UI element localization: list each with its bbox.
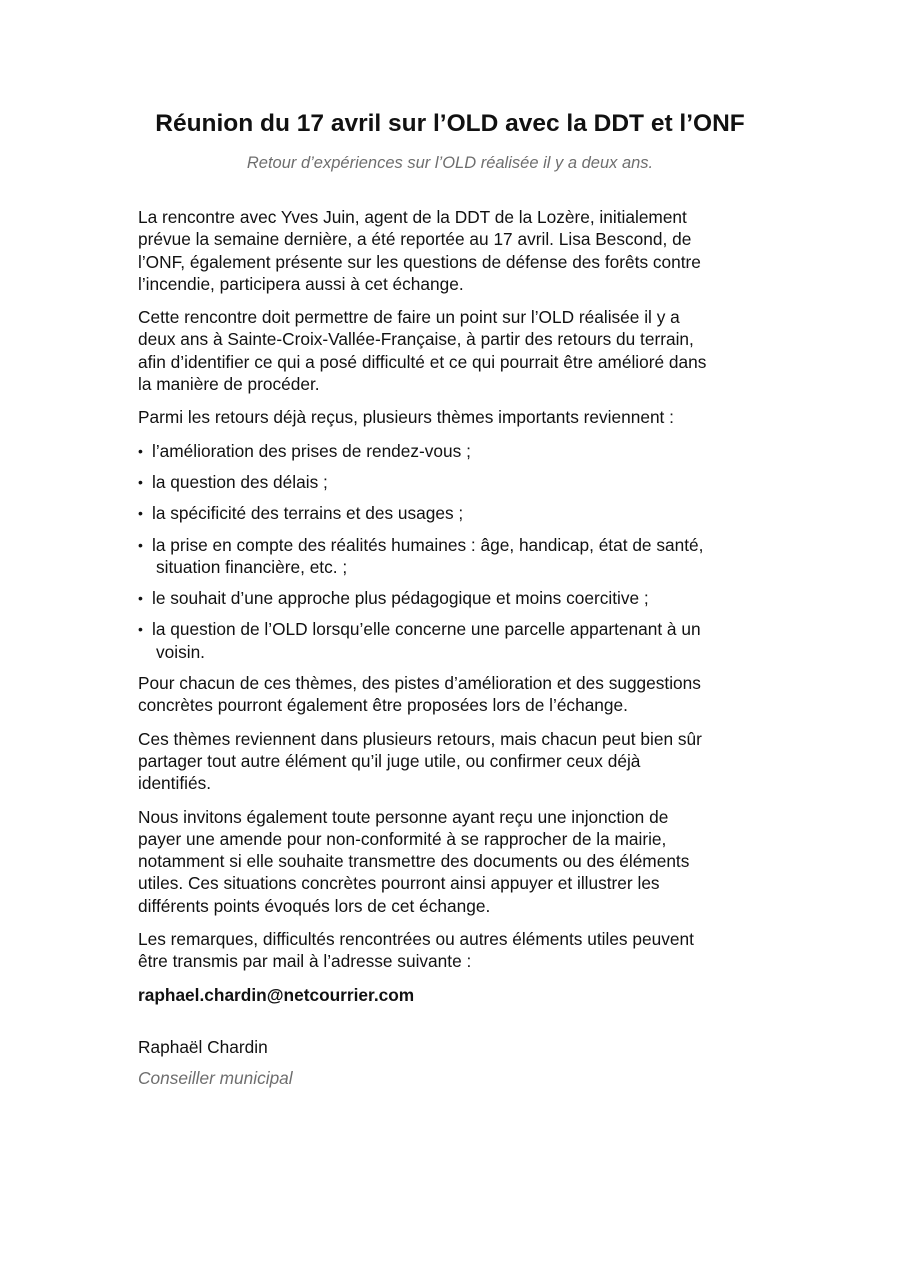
paragraph-line: l’ONF, également présente sur les questions de défense des forêts contre (138, 251, 701, 272)
bullet-icon: • (138, 473, 143, 490)
paragraph-line: afin d’identifier ce qui a posé difficulté et ce qui pourrait être amélioré dans (138, 351, 707, 372)
bullet-icon: • (138, 442, 143, 459)
paragraph-line: l’incendie, participera aussi à cet échange. (138, 273, 464, 294)
bullet-icon: • (138, 536, 143, 553)
list-item-text-continued: voisin. (156, 641, 205, 662)
paragraph-line: différents points évoqués lors de cet échange. (138, 895, 491, 916)
list-item-text: la question de l’OLD lorsqu’elle concerne une parcelle appartenant à un (152, 619, 701, 640)
list-item (138, 587, 778, 609)
paragraph-line: Nous invitons également toute personne ayant reçu une injonction de (138, 806, 669, 827)
list-item (138, 534, 778, 579)
paragraph-contact (138, 928, 778, 973)
paragraph-line: Pour chacun de ces thèmes, des pistes d’amélioration et des suggestions (138, 673, 701, 694)
paragraph-line: payer une amende pour non-conformité à se rapprocher de la mairie, (138, 828, 667, 849)
contact-email-link[interactable]: raphael.chardin@netcourrier.com (138, 984, 415, 1005)
signature-block (138, 1036, 778, 1090)
paragraph-suggestions (138, 672, 778, 717)
paragraph-share (138, 728, 778, 795)
list-item (138, 440, 778, 462)
paragraph-themes-intro: Parmi les retours déjà reçus, plusieurs thèmes importants reviennent : (138, 407, 674, 428)
document-title: Réunion du 17 avril sur l’OLD avec la DDT et l’ONF (155, 110, 745, 137)
paragraph-line: utiles. Ces situations concrètes pourront ainsi appuyer et illustrer les (138, 873, 660, 894)
paragraph-line: partager tout autre élément qu’il juge utile, ou confirmer ceux déjà (138, 750, 641, 771)
signature-role: Conseiller municipal (138, 1068, 293, 1089)
paragraph-line: concrètes pourront également être proposées lors de l’échange. (138, 695, 628, 716)
bullet-icon: • (138, 590, 143, 607)
paragraph-line: Cette rencontre doit permettre de faire un point sur l’OLD réalisée il y a (138, 307, 680, 328)
paragraph-line: la manière de procéder. (138, 374, 320, 395)
themes-list (138, 440, 778, 663)
list-item-text: le souhait d’une approche plus pédagogique et moins coercitive ; (152, 588, 649, 609)
paragraph-invitation (138, 806, 778, 917)
paragraph-line: prévue la semaine dernière, a été reportée au 17 avril. Lisa Bescond, de (138, 229, 692, 250)
paragraph-line: deux ans à Sainte-Croix-Vallée-Française, à partir des retours du terrain, (138, 329, 694, 350)
list-item (138, 618, 778, 663)
list-item-text: la spécificité des terrains et des usages ; (152, 503, 464, 524)
list-item (138, 502, 778, 524)
list-item-text-continued: situation financière, etc. ; (156, 556, 348, 577)
paragraph-intro (138, 206, 778, 295)
paragraph-line: être transmis par mail à l’adresse suivante : (138, 951, 472, 972)
paragraph-purpose (138, 306, 778, 395)
paragraph-line: La rencontre avec Yves Juin, agent de la DDT de la Lozère, initialement (138, 207, 687, 227)
paragraph-line: Ces thèmes reviennent dans plusieurs retours, mais chacun peut bien sûr (138, 728, 702, 749)
paragraph-line: identifiés. (138, 773, 212, 794)
signature-name: Raphaël Chardin (138, 1037, 268, 1057)
paragraph-line: notamment si elle souhaite transmettre des documents ou des éléments (138, 851, 690, 872)
bullet-icon: • (138, 621, 143, 638)
bullet-icon: • (138, 505, 143, 522)
list-item-text: l’amélioration des prises de rendez-vous ; (152, 440, 471, 461)
document-subtitle: Retour d’expériences sur l’OLD réalisée il y a deux ans. (246, 154, 654, 172)
paragraph-line: Les remarques, difficultés rencontrées ou autres éléments utiles peuvent (138, 929, 694, 950)
document-body (138, 206, 778, 1006)
list-item-text: la question des délais ; (152, 471, 328, 492)
list-item (138, 471, 778, 493)
list-item-text: la prise en compte des réalités humaines : âge, handicap, état de santé, (152, 534, 704, 555)
